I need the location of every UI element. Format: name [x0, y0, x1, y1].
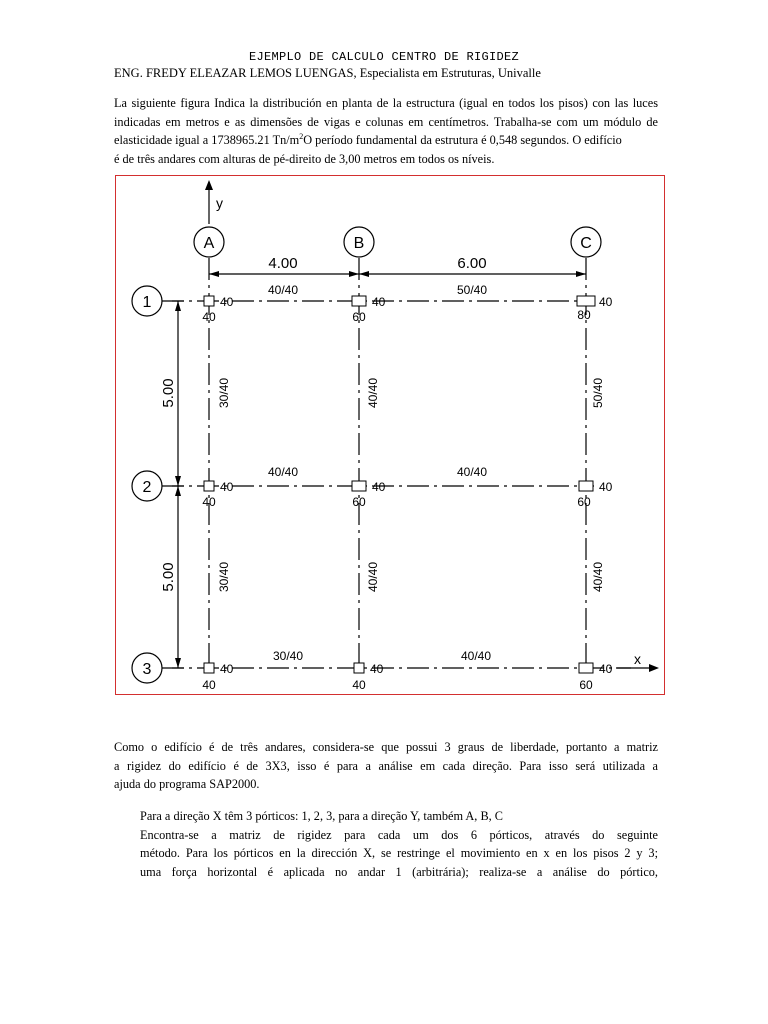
body-paragraph: [114, 738, 658, 794]
y-axis-arrowhead: [205, 180, 213, 190]
floor-plan-svg: [116, 176, 665, 695]
column-A2: [204, 481, 214, 491]
beam-1-AB: 40/40: [267, 283, 299, 297]
column-B2: [352, 481, 366, 491]
col-label-B: B: [353, 235, 365, 252]
col-below-B1: 60: [352, 310, 366, 324]
span-x-AB: 4.00: [268, 255, 298, 272]
col-below-A1: 40: [202, 310, 216, 324]
x-axis-label: x: [634, 651, 641, 667]
column-C1: [577, 296, 595, 306]
beam-B-23: 40/40: [366, 561, 380, 593]
beam-C-12: 50/40: [591, 377, 605, 409]
col-side-B2: 40: [372, 480, 386, 494]
col-label-A: A: [203, 235, 215, 252]
body-line: a rigidez do edifício é de 3X3, isso é para a análise em cada direção. Para isso será utilizada a: [114, 758, 658, 773]
body-line: Como o edifício é de três andares, considera-se que possui 3 graus de liberdade, portanto a matriz: [114, 740, 658, 754]
column-B3: [354, 663, 364, 673]
col-side-C3: 40: [599, 662, 613, 676]
intro-line: [114, 131, 658, 150]
col-side-C2: 40: [599, 480, 613, 494]
beam-2-AB: 40/40: [267, 465, 299, 479]
column-A1: [204, 296, 214, 306]
x-axis-arrowhead: [649, 664, 659, 672]
column-C3: [579, 663, 593, 673]
author-role: , Especialista em Estruturas, Univalle: [353, 66, 541, 80]
row-label-2: 2: [142, 479, 152, 496]
intro-paragraph: [114, 94, 658, 168]
bullet-line: método. Para los pórticos en la dirección X, se restringe el movimiento en x en los pisos 2 y 3;: [140, 846, 658, 860]
intro-line-3a: elasticidade igual a 1738965.21 Tn/m: [114, 133, 300, 147]
col-side-A1: 40: [220, 295, 234, 309]
col-below-B3: 40: [352, 678, 366, 692]
bullet-line: uma força horizontal é aplicada no andar 1 (arbitrária); realiza-se a análise do pórtico,: [140, 864, 658, 879]
bullet-item: [114, 826, 658, 882]
span-y-23: 5.00: [160, 562, 177, 592]
row-label-1: 1: [142, 294, 152, 311]
beam-3-BC: 40/40: [460, 649, 492, 663]
intro-line-3b: O período fundamental da estrutura é 0,548 segundos. O edifício: [303, 133, 622, 147]
beam-A-23: 30/40: [217, 561, 231, 593]
intro-line: é de três andares com alturas de pé-direito de 3,00 metros em todos os níveis.: [114, 151, 495, 166]
col-label-C: C: [580, 235, 592, 252]
beam-3-AB: 30/40: [272, 649, 304, 663]
col-below-C3: 60: [579, 678, 593, 692]
bullet-list: [114, 807, 658, 881]
beam-B-12: 40/40: [366, 377, 380, 409]
beam-A-12: 30/40: [217, 377, 231, 409]
span-y-12: 5.00: [160, 378, 177, 408]
col-below-C1: 80: [577, 308, 591, 322]
intro-line: indicadas em metros e as dimensões de vigas e colunas em centímetros. Trabalha-se com um módulo de: [114, 114, 658, 129]
bullet-line: Para a direção X têm 3 pórticos: 1, 2, 3, para a direção Y, também A, B, C: [140, 809, 503, 823]
author-line: [114, 66, 541, 81]
col-side-B1: 40: [372, 295, 386, 309]
column-B1: [352, 296, 366, 306]
bullet-line: Encontra-se a matriz de rigidez para cada um dos 6 pórticos, através do seguinte: [140, 827, 658, 842]
floor-plan-figure: [115, 175, 665, 695]
beam-1-BC: 50/40: [456, 283, 488, 297]
col-side-B3: 40: [370, 662, 384, 676]
document-title: EJEMPLO DE CALCULO CENTRO DE RIGIDEZ: [248, 50, 520, 64]
beam-2-BC: 40/40: [456, 465, 488, 479]
column-A3: [204, 663, 214, 673]
col-below-B2: 60: [352, 495, 366, 509]
col-side-C1: 40: [599, 295, 613, 309]
span-x-BC: 6.00: [457, 255, 487, 272]
bullet-item: [114, 807, 658, 826]
col-side-A2: 40: [220, 480, 234, 494]
col-below-A3: 40: [202, 678, 216, 692]
superscript: 2: [299, 131, 304, 141]
row-label-3: 3: [142, 661, 152, 678]
author-name: ENG. FREDY ELEAZAR LEMOS LUENGAS: [114, 66, 354, 80]
intro-line: La siguiente figura Indica la distribución en planta de la estructura (igual en todos los pisos) con las luces: [114, 96, 658, 110]
col-below-C2: 60: [577, 495, 591, 509]
y-axis-label: y: [216, 195, 223, 211]
beam-C-23: 40/40: [591, 561, 605, 593]
col-below-A2: 40: [202, 495, 216, 509]
column-C2: [579, 481, 593, 491]
body-line: ajuda do programa SAP2000.: [114, 777, 260, 791]
col-side-A3: 40: [220, 662, 234, 676]
